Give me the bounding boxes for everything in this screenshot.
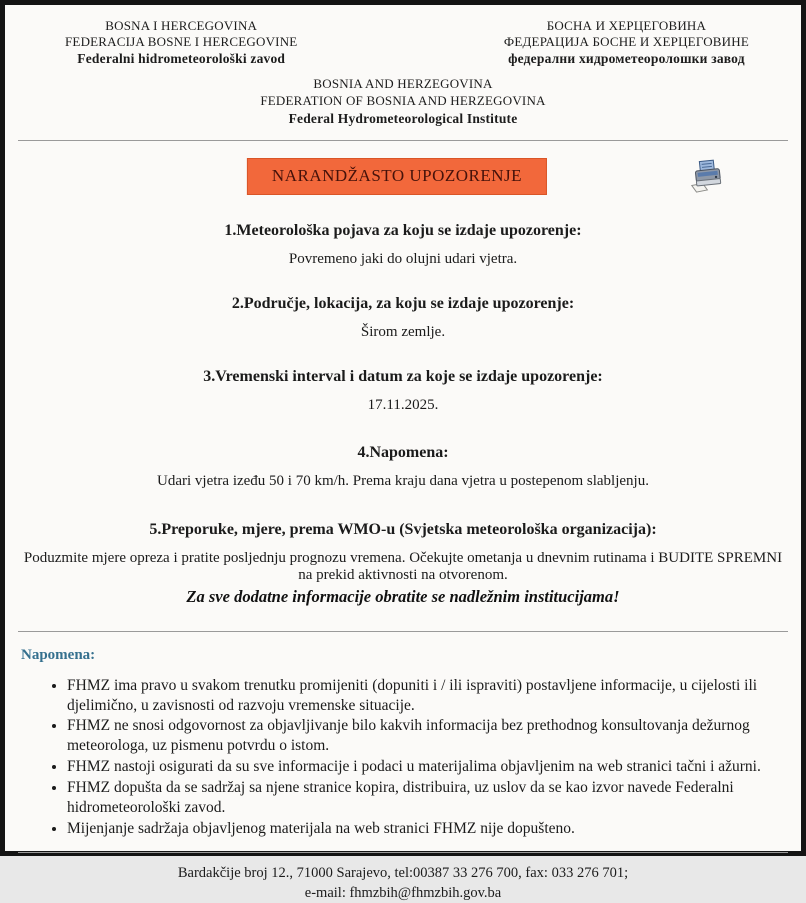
institution-header-cyrillic: [504, 18, 749, 67]
footer-email-line: e-mail: fhmzbih@fhmzbih.gov.ba: [304, 884, 502, 901]
closing-note: Za sve dodatne informacije obratite se nadležnim institucijama!: [186, 586, 620, 606]
section-note: [5, 444, 801, 490]
section-5-heading: 5.Preporuke, mjere, prema WMO-u (Svjetska meteorološka organizacija):: [149, 520, 657, 538]
orange-warning-banner: NARANDŽASTO UPOZORENJE: [247, 158, 547, 195]
footer-divider: [18, 852, 788, 853]
section-recommendations: [5, 521, 801, 584]
header-cyrillic-line1: БОСНА И ХЕРЦЕГОВИНА: [546, 18, 707, 33]
section-1-body: Povremeno jaki do olujni udari vjetra.: [288, 250, 518, 267]
section-5-body: Poduzmite mjere opreza i pratite posljednju prognozu vremena. Očekujte ometanja u dnevnim rutinama i BUDITE SPREMNI na prekid aktivnosti na otvorenom.: [23, 549, 783, 583]
napomena-item: • FHMZ dopušta da se sadržaj sa njene stranice kopira, distribuira, uz uslov da se kao izvor navede Federalni hidrometeorološki zavod.: [67, 778, 761, 818]
napomena-heading: Napomena:: [21, 646, 96, 663]
napomena-item: • FHMZ ne snosi odgovornost za objavljivanje bilo kakvih informacija bez prethodnog konsultovanja dežurnog meteorologa, uz pismenu potvrdu o istom.: [67, 716, 761, 756]
section-phenomenon: [5, 222, 801, 268]
header-latin-line3: Federalni hidrometeorološki zavod: [77, 50, 286, 66]
footer-address-line: Bardakčije broj 12., 71000 Sarajevo, tel:00387 33 276 700, fax: 033 276 701;: [177, 865, 629, 882]
warning-banner-row: [5, 158, 801, 198]
section-3-heading: 3.Vremenski interval i datum za koje se izdaje upozorenje:: [203, 367, 603, 385]
section-area: [5, 295, 801, 341]
institution-header: [5, 5, 801, 67]
printer-icon: [687, 184, 725, 199]
header-english-line1: BOSNIA AND HERZEGOVINA: [313, 76, 493, 92]
section-interval: [5, 368, 801, 414]
header-english-line2: FEDERATION OF BOSNIA AND HERZEGOVINA: [260, 93, 546, 109]
napomena-item: • FHMZ ima pravo u svakom trenutku promijeniti (dopuniti i / ili ispraviti) postavljene informacije, u cijelosti ili djelimično, u zavisnosti od razvoju vremenske situacije.: [67, 676, 761, 716]
institution-header-english: [5, 76, 801, 127]
section-4-heading: 4.Napomena:: [357, 443, 449, 461]
section-2-heading: 2.Područje, lokacija, za koju se izdaje upozorenje:: [231, 294, 575, 312]
institution-header-latin: [65, 18, 297, 67]
section-1-heading: 1.Meteorološka pojava za koju se izdaje upozorenje:: [224, 221, 582, 239]
print-button[interactable]: [687, 158, 725, 196]
header-english-line3: Federal Hydrometeorological Institute: [288, 111, 518, 127]
section-2-body: Širom zemlje.: [360, 323, 446, 340]
header-cyrillic-line3: федерални хидрометеоролошки завод: [508, 50, 745, 66]
section-4-body: Udari vjetra izeđu 50 i 70 km/h. Prema kraju dana vjetra u postepenom slabljenju.: [157, 472, 649, 489]
header-cyrillic-line2: ФЕДЕРАЦИЈА БОСНЕ И ХЕРЦЕГОВИНЕ: [503, 34, 749, 50]
contact-footer: [5, 864, 801, 903]
header-latin-line2: FEDERACIJA BOSNE I HERCEGOVINE: [65, 34, 298, 50]
header-divider: [18, 140, 788, 141]
napomena-item: • FHMZ nastoji osigurati da su sve informacije i podaci u materijalima objavljenim na web stranici tačni i ažurni.: [67, 757, 761, 777]
content-divider: [18, 631, 788, 632]
napomena-list: [45, 676, 761, 839]
napomena-item: • Mijenjanje sadržaja objavljenog materijala na web stranici FHMZ nije dopušteno.: [67, 819, 761, 839]
header-latin-line1: BOSNA I HERCEGOVINA: [105, 18, 258, 33]
section-3-body: 17.11.2025.: [367, 396, 439, 413]
